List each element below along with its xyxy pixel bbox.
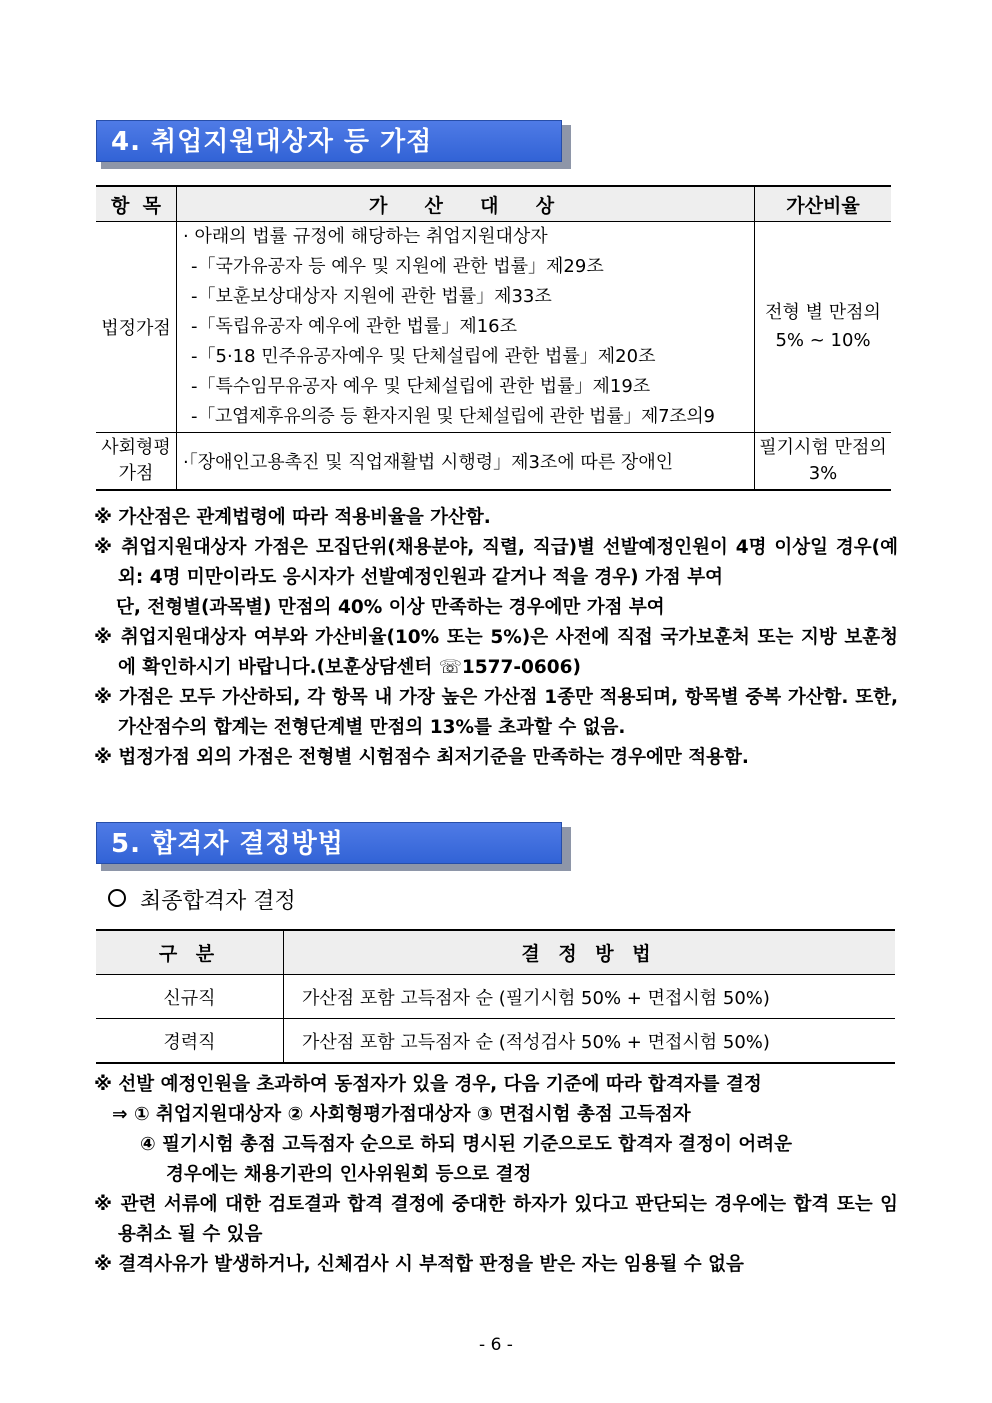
header-category: 항 목 — [96, 186, 177, 222]
table-header-row — [96, 186, 891, 222]
row2-target: ·「장애인고용촉진 및 직업재활법 시행령」제3조에 따른 장애인 — [177, 433, 755, 491]
note: ※ 취업지원대상자 여부와 가산비율(10% 또는 5%)은 사전에 직접 국가보훈처 또는 지방 보훈청에 확인하시기 바랍니다.(보훈상담센터 ☏1577-0606) — [94, 627, 898, 678]
table-row — [96, 222, 891, 433]
row2-ratio-line2: 3% — [808, 463, 838, 484]
priority-line: 경우에는 채용기관의 인사위원회 등으로 결정 — [166, 1164, 532, 1185]
row-type: 경력직 — [96, 1019, 284, 1064]
header-method: 결 정 방 법 — [284, 930, 896, 975]
row2-ratio — [755, 433, 892, 491]
row2-category — [96, 433, 177, 491]
row-method: 가산점 포함 고득점자 순 (적성검사 50% + 면접시험 50%) — [284, 1019, 896, 1064]
row2-category-line1: 사회형평 — [101, 437, 171, 458]
section-5-notes — [94, 1070, 898, 1280]
law-item: -「고엽제후유의증 등 환자지원 및 단체설립에 관한 법률」제7조의9 — [191, 406, 715, 427]
header-target: 가 산 대 상 — [177, 186, 755, 222]
row1-ratio-line2: 5% ~ 10% — [775, 330, 871, 351]
note-continuation: 단, 전형별(과목별) 만점의 40% 이상 만족하는 경우에만 가점 부여 — [116, 597, 665, 618]
note: ※ 법정가점 외의 가점은 전형별 시험점수 최저기준을 만족하는 경우에만 적용함. — [94, 747, 749, 768]
page-number: - 6 - — [479, 1335, 513, 1355]
law-item: -「보훈보상대상자 지원에 관한 법률」제33조 — [191, 286, 552, 307]
circle-bullet-icon — [108, 889, 126, 907]
table-header-row — [96, 930, 895, 975]
note: ※ 취업지원대상자 가점은 모집단위(채용분야, 직렬, 직급)별 선발예정인원이 4명 이상일 경우(예외: 4명 미만이라도 응시자가 선발예정인원과 같거나 적을 경우) 가점 부여 — [94, 537, 898, 588]
row2-ratio-line1: 필기시험 만점의 — [759, 437, 887, 458]
priority-line: ⇒ ① 취업지원대상자 ② 사회형평가점대상자 ③ 면접시험 총점 고득점자 — [112, 1104, 691, 1125]
row1-ratio-line1: 전형 별 만점의 — [765, 302, 881, 323]
note: ※ 가점은 모두 가산하되, 각 항목 내 가장 높은 가산점 1종만 적용되며, 항목별 중복 가산함. 또한, 가산점수의 합계는 전형단계별 만점의 13%를 초과할 수 없음. — [94, 687, 898, 738]
section-4-title: 4. 취업지원대상자 등 가점 — [96, 120, 562, 162]
law-item: -「5·18 민주유공자예우 및 단체설립에 관한 법률」제20조 — [191, 346, 656, 367]
section-4-header — [96, 120, 568, 166]
final-pass-subtitle — [108, 884, 296, 915]
law-item: -「국가유공자 등 예우 및 지원에 관한 법률」제29조 — [191, 256, 604, 277]
row2-category-line2: 가점 — [118, 463, 154, 484]
row1-category: 법정가점 — [96, 222, 177, 433]
section-5-header — [96, 822, 568, 868]
section-5-title: 5. 합격자 결정방법 — [96, 822, 562, 864]
subtitle-text: 최종합격자 결정 — [140, 889, 296, 914]
law-item: -「특수임무유공자 예우 및 단체설립에 관한 법률」제19조 — [191, 376, 651, 397]
priority-line: ④ 필기시험 총점 고득점자 순으로 하되 명시된 기준으로도 합격자 결정이 어려운 — [140, 1134, 792, 1155]
row1-ratio — [755, 222, 892, 433]
note: ※ 결격사유가 발생하거나, 신체검사 시 부적합 판정을 받은 자는 임용될 수 없음 — [94, 1254, 744, 1275]
header-ratio: 가산비율 — [755, 186, 892, 222]
bonus-points-table — [96, 185, 891, 491]
row-type: 신규직 — [96, 975, 284, 1019]
section-4-notes — [94, 503, 898, 773]
note: ※ 선발 예정인원을 초과하여 동점자가 있을 경우, 다음 기준에 따라 합격자를 결정 — [94, 1074, 762, 1095]
table-row — [96, 433, 891, 491]
note: ※ 관련 서류에 대한 검토결과 합격 결정에 중대한 하자가 있다고 판단되는 경우에는 합격 또는 임용취소 될 수 있음 — [94, 1194, 898, 1245]
header-type: 구 분 — [96, 930, 284, 975]
table-row — [96, 1019, 895, 1064]
pass-decision-table — [96, 929, 895, 1064]
law-item: -「독립유공자 예우에 관한 법률」제16조 — [191, 316, 517, 337]
row1-main-text: · 아래의 법률 규정에 해당하는 취업지원대상자 — [183, 226, 548, 247]
row1-targets — [177, 222, 755, 433]
table-row — [96, 975, 895, 1019]
row-method: 가산점 포함 고득점자 순 (필기시험 50% + 면접시험 50%) — [284, 975, 896, 1019]
note: ※ 가산점은 관계법령에 따라 적용비율을 가산함. — [94, 507, 491, 528]
